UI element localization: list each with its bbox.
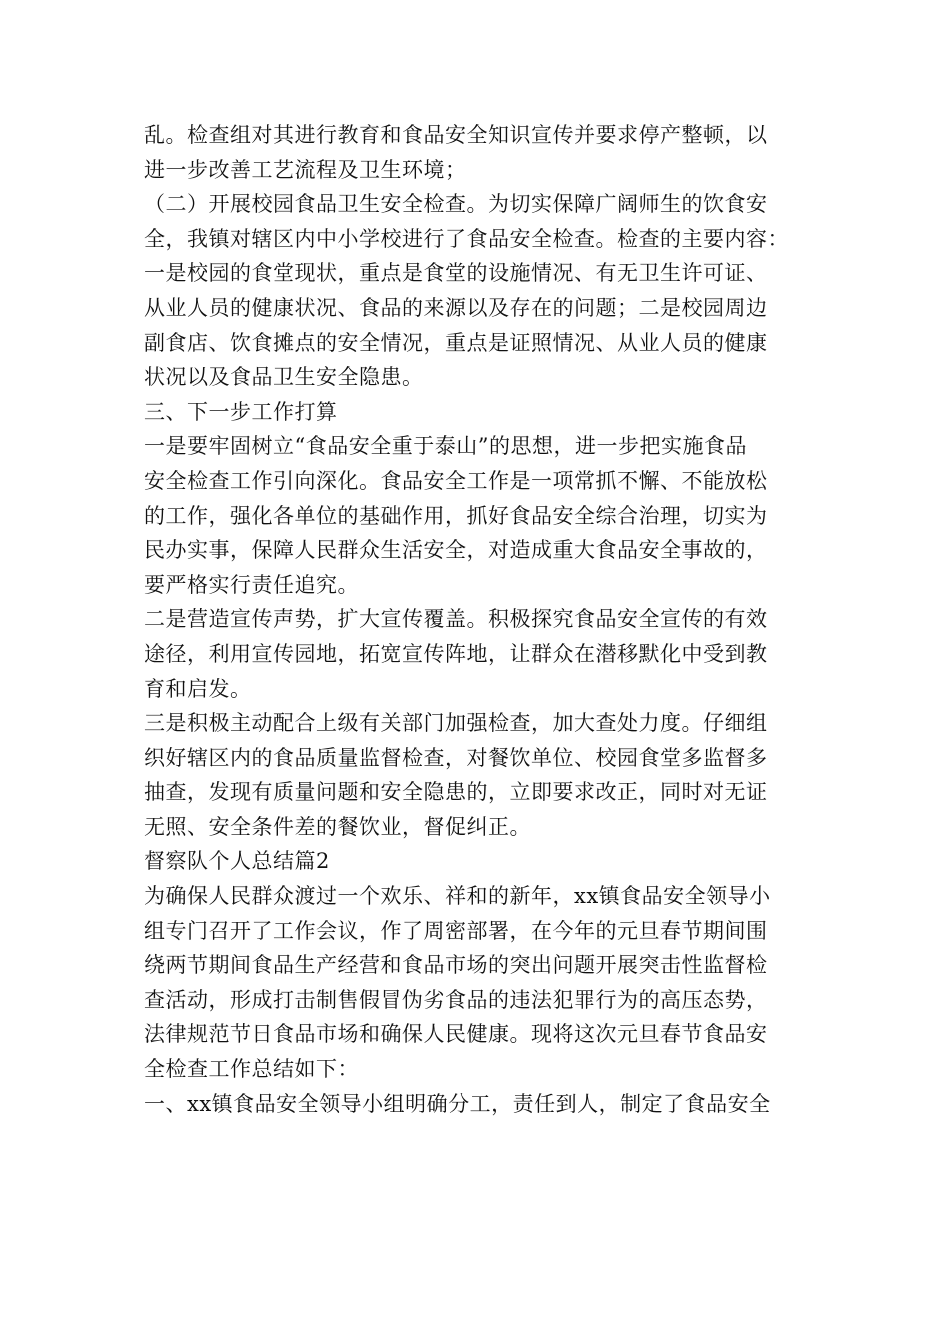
text-line: 织好辖区内的食品质量监督检查，对餐饮单位、校园食堂多监督多 <box>144 745 768 770</box>
text-line: 一是要牢固树立“食品安全重于泰山”的思想，进一步把实施食品 <box>144 434 747 459</box>
section-title: 督察队个人总结篇2 <box>144 849 330 874</box>
text-line: 途径，利用宣传园地，拓宽宣传阵地，让群众在潜移默化中受到教 <box>144 641 768 666</box>
text-line: 育和启发。 <box>144 676 252 701</box>
text-line: 一、xx镇食品安全领导小组明确分工，责任到人，制定了食品安全 <box>144 1091 771 1116</box>
text-line: 二是营造宣传声势，扩大宣传覆盖。积极探究食品安全宣传的有效 <box>144 607 768 632</box>
text-line: 全，我镇对辖区内中小学校进行了食品安全检查。检查的主要内容： <box>144 226 789 251</box>
text-line: 组专门召开了工作会议，作了周密部署，在今年的元旦春节期间围 <box>144 918 768 943</box>
text-line: 查活动，形成打击制售假冒伪劣食品的违法犯罪行为的高压态势， <box>144 987 768 1012</box>
text-line: （二）开展校园食品卫生安全检查。为切实保障广阔师生的饮食安 <box>144 192 768 217</box>
document-body <box>144 118 824 1121</box>
text-line: 民办实事，保障人民群众生活安全，对造成重大食品安全事故的， <box>144 538 768 563</box>
text-line: 三是积极主动配合上级有关部门加强检查，加大查处力度。仔细组 <box>144 711 768 736</box>
text-line: 为确保人民群众渡过一个欢乐、祥和的新年，xx镇食品安全领导小 <box>144 884 771 909</box>
text-line: 全检查工作总结如下： <box>144 1057 359 1082</box>
text-line: 无照、安全条件差的餐饮业，督促纠正。 <box>144 814 531 839</box>
text-line: 乱。检查组对其进行教育和食品安全知识宣传并要求停产整顿，以 <box>144 123 768 147</box>
text-line: 安全检查工作引向深化。食品安全工作是一项常抓不懈、不能放松 <box>144 468 768 493</box>
text-line: 的工作，强化各单位的基础作用，抓好食品安全综合治理，切实为 <box>144 503 768 528</box>
text-line: 一是校园的食堂现状，重点是食堂的设施情况、有无卫生许可证、 <box>144 261 768 286</box>
section-heading: 三、下一步工作打算 <box>144 399 338 424</box>
text-line: 要严格实行责任追究。 <box>144 572 359 597</box>
text-line: 从业人员的健康状况、食品的来源以及存在的问题；二是校园周边 <box>144 295 768 320</box>
text-line: 法律规范节日食品市场和确保人民健康。现将这次元旦春节食品安 <box>144 1022 768 1047</box>
text-line: 抽查，发现有质量问题和安全隐患的，立即要求改正，同时对无证 <box>144 780 768 805</box>
text-line: 副食店、饮食摊点的安全情况，重点是证照情况、从业人员的健康 <box>144 330 768 355</box>
text-line: 绕两节期间食品生产经营和食品市场的突出问题开展突击性监督检 <box>144 953 768 978</box>
text-line: 状况以及食品卫生安全隐患。 <box>144 365 424 390</box>
text-line: 进一步改善工艺流程及卫生环境； <box>144 157 467 182</box>
